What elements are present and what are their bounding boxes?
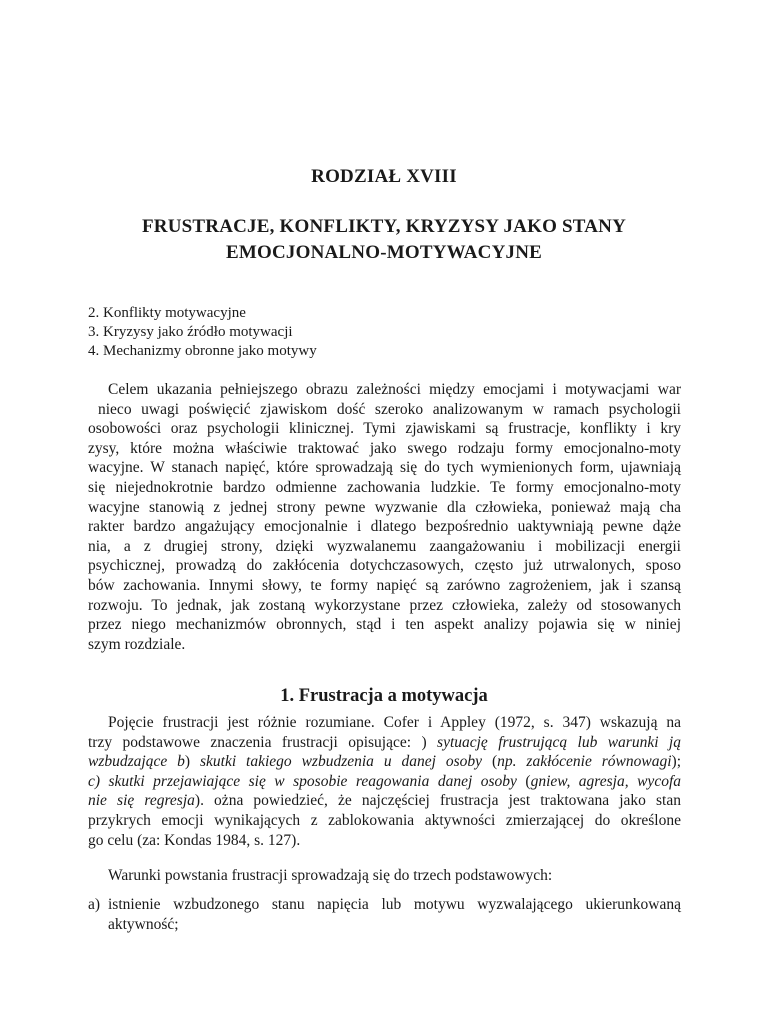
emphasis-text: np. zakłócenie równowagi (497, 753, 672, 771)
text-line: wacyjne stanowią z jednej strony pewne wyzwanie dla człowieka, ponieważ mają cha (88, 498, 681, 516)
chapter-title-line-2: EMOCJONALNO-MOTYWACYJNE (226, 242, 542, 263)
text-line: istnienie wzbudzonego stanu napięcia lub motywu wyzwalającego ukierunkowaną (108, 896, 681, 913)
contents-item: 3. Kryzysy jako źródło motywacji (88, 324, 293, 340)
chapter-title (0, 214, 768, 266)
text-line (88, 733, 681, 753)
text-fragment: trzy podstawowe znaczenia frustracji opisujące: ) (88, 733, 438, 751)
text-line: zysy, które można właściwie traktować jako swego rodzaju formy emocjonalno-moty (88, 439, 681, 457)
text-fragment: ( (516, 772, 531, 790)
contents-item: 2. Konflikty motywacyjne (88, 305, 246, 321)
emphasis-text: gniew, agresja, wycofa (530, 772, 681, 790)
emphasis-text: c) skutki przejawiające się w sposobie reagowania danej osoby (88, 772, 517, 790)
text-line: nia, a z drugiej strony, dzięki wyzwalanemu zaangażowaniu i mobilizacji energii (88, 537, 681, 555)
text-line: aktywność; (108, 915, 179, 933)
text-line: rozwoju. To jednak, jak zostaną wykorzystane przez człowieka, zależy od stosowanych (88, 596, 681, 614)
frustration-paragraph (88, 713, 681, 850)
text-line: szym rozdziale. (88, 635, 186, 653)
text-line: przykrych emocji wynikających z zablokowania aktywności zmierzającej do określone (88, 811, 681, 829)
chapter-number: RODZIAŁ XVIII (311, 166, 457, 187)
text-line (88, 791, 681, 811)
emphasis-text: skutki takiego wzbudzenia u danej osoby (199, 753, 483, 771)
text-fragment: ); (671, 753, 682, 771)
text-line: Warunki powstania frustracji sprowadzają się do trzech podstawowych: (108, 867, 553, 884)
chapter-contents-list (88, 304, 317, 361)
emphasis-text: sytuację frustrującą lub warunki ją (437, 733, 681, 751)
text-line (88, 752, 681, 772)
chapter-title-line-1: FRUSTRACJE, KONFLIKTY, KRYZYSY JAKO STANY (141, 216, 626, 237)
text-line: się niejednokrotnie bardzo odmienne zachowania ludzkie. Te formy emocjonalno-moty (88, 478, 681, 496)
emphasis-text: wzbudzające b (88, 753, 185, 771)
text-line: wacyjne. W stanach napięć, które sprowadzają się do tych wymienionych form, ujawniają (88, 459, 681, 477)
text-line: Celem ukazania pełniejszego obrazu zależności między emocjami i motywacjami war (108, 381, 681, 398)
conditions-intro (88, 866, 681, 886)
text-line: nieco uwagi poświęcić zjawiskom dość szeroko analizowanym w ramach psychologii (98, 400, 681, 418)
text-line: osobowości oraz psychologii klinicznej. Tymi zjawiskami są frustracje, konflikty i kry (88, 420, 681, 438)
list-item (88, 895, 681, 934)
intro-paragraph (88, 380, 681, 654)
text-line: Pojęcie frustracji jest różnie rozumiane. Cofer i Appley (1972, s. 347) wskazują na (108, 714, 681, 731)
text-fragment: ) (184, 753, 200, 771)
list-marker: a) (88, 896, 101, 913)
text-line (88, 772, 681, 792)
section-heading: 1. Frustracja a motywacja (280, 686, 488, 706)
text-fragment: ). ożna powiedzieć, że najczęściej frustracja jest traktowana jako stan (194, 792, 681, 810)
text-line: rakter bardzo angażujący emocjonalnie i dlatego bezpośrednio uaktywniają pewne dąże (88, 518, 681, 536)
emphasis-text: nie się regresja (88, 792, 195, 810)
text-line: psychicznej, prowadzą do zakłócenia dotychczasowych, często już utrwalonych, sposo (88, 557, 681, 575)
text-fragment: ( (482, 753, 498, 771)
list-item-body (108, 895, 681, 934)
text-line: przez niego mechanizmów obronnych, stąd i ten aspekt analizy pojawia się w niniej (88, 616, 681, 634)
contents-item: 4. Mechanizmy obronne jako motywy (88, 343, 317, 359)
text-line: go celu (za: Kondas 1984, s. 127). (88, 831, 301, 849)
text-line: bów zachowania. Innymi słowy, te formy napięć są zarówno zagrożeniem, jak i szansą (88, 576, 681, 594)
